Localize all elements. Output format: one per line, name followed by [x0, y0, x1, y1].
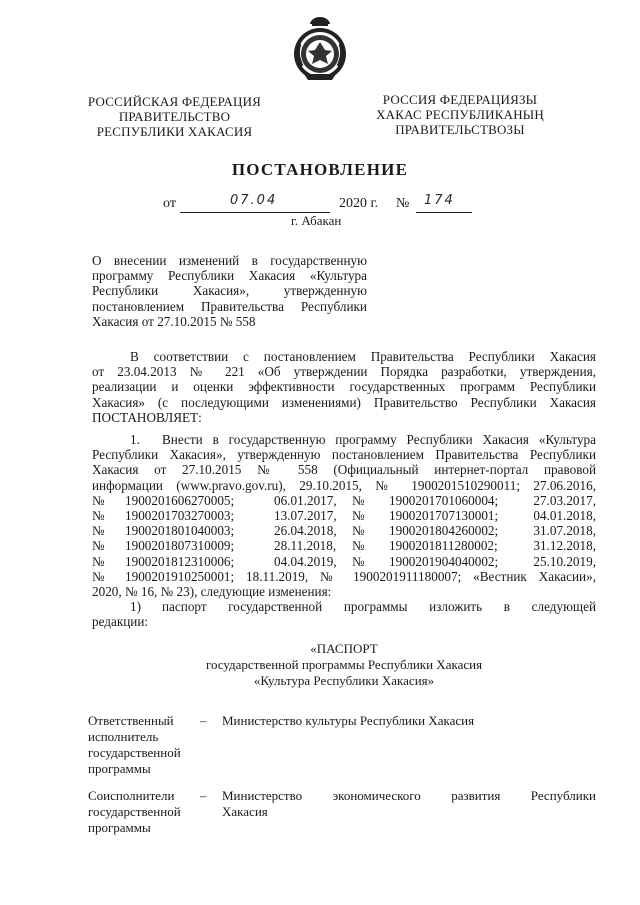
label-line: исполнитель [88, 729, 159, 744]
passport-row-label [88, 788, 208, 836]
item-tail-line: № 1900201910250001; 18.11.2019, № 1900201911180007; «Вестник Хакасии», [92, 568, 596, 584]
handwritten-date: 07.04 [230, 193, 278, 208]
reg-cell: 31.07.2018, [533, 523, 596, 539]
date-prefix: от [163, 196, 176, 211]
reg-cell: 06.01.2017, [274, 492, 337, 508]
header-left-line: РОССИЙСКАЯ ФЕДЕРАЦИЯ [87, 94, 262, 109]
preamble-line: реализации и оценки эффективности государственных программ Республики [92, 379, 596, 395]
subitem-line: паспорт государственной программы изложить в следующей [162, 599, 596, 615]
label-line: Ответственный [88, 713, 174, 728]
reg-cell: 1900201801040003; [125, 523, 235, 539]
value-line: Министерство культуры Республики Хакасия [222, 713, 475, 728]
header-right-line: ПРАВИТЕЛЬСТВОЗЫ [395, 122, 525, 137]
date-year: 2020 г. [339, 196, 379, 211]
reg-cell: № [352, 492, 365, 508]
item-tail-line: 2020, № 16, № 23), следующие изменения: [92, 584, 332, 599]
reg-cell: 27.03.2017, [533, 492, 596, 508]
label-line: государственной [88, 745, 181, 760]
coat-of-arms-icon [290, 14, 350, 84]
reg-cell: 31.12.2018, [533, 538, 596, 554]
subject-line: программу Республики Хакасия «Культура [92, 268, 367, 284]
reg-cell: 1900201811280002; [389, 538, 498, 554]
header-right-line: РОССИЯ ФЕДЕРАЦИЯЗЫ [382, 92, 538, 107]
subject-line: О внесении изменений в государственную [92, 253, 367, 268]
reg-cell: 1900201904040002; [389, 553, 499, 569]
passport-row-dash: – [200, 713, 207, 728]
header-left-block [72, 94, 277, 139]
passport-row-label [88, 713, 208, 777]
reg-cell: № [352, 538, 365, 554]
item-number: 1. [130, 432, 140, 447]
preamble-line: ПОСТАНОВЛЯЕТ: [92, 409, 202, 425]
reg-cell: 1900201807310009; [125, 538, 235, 554]
reg-cell: 26.04.2018, [274, 523, 337, 539]
reg-cell: № [92, 523, 105, 539]
reg-cell: 1900201707130001; [389, 508, 499, 523]
subject-line: Республики Хакасия», утвержденную [92, 283, 367, 299]
label-line: программы [88, 820, 151, 835]
reg-cell: № [92, 492, 105, 508]
reg-cell: № [92, 553, 105, 569]
reg-cell: 13.07.2017, [274, 508, 337, 523]
item-line: Республики Хакасия», утвержденную постановлением Правительства Республики [92, 447, 596, 463]
city-label: г. Абакан [291, 213, 342, 228]
passport-row-value [222, 788, 596, 820]
reg-cell: № [92, 538, 105, 554]
reg-cell: 1900201812310006; [125, 553, 235, 569]
preamble-line: от 23.04.2013 № 221 «Об утверждении Порядка разработки, утверждения, [92, 364, 596, 380]
handwritten-number: 174 [424, 193, 455, 208]
value-line: Хакасия [222, 804, 268, 819]
passport-row-dash: – [200, 788, 207, 803]
passport-subheading: «Культура Республики Хакасия» [253, 673, 435, 688]
value-line: Министерство экономического развития Республики [222, 788, 596, 803]
reg-cell: 1900201703270003; [125, 508, 235, 523]
item-line: Хакасия от 27.10.2015 № 558 (Официальный интернет-портал правовой [92, 462, 596, 478]
reg-cell: 1900201606270005; [125, 492, 235, 508]
reg-cell: 1900201804260002; [389, 523, 499, 539]
reg-cell: № [352, 553, 365, 569]
header-left-line: ПРАВИТЕЛЬСТВО [118, 109, 231, 124]
header-right-line: ХАКАС РЕСПУБЛИКАНЫҢ [376, 107, 544, 122]
preamble-line: Хакасия» (с последующими изменениями) Правительство Республики Хакасия [92, 394, 596, 410]
item-line: информации (www.pravo.gov.ru), 29.10.2015, № 1900201510290011; 27.06.2016, [92, 477, 596, 493]
number-sign: № [396, 196, 410, 211]
reg-cell: № [352, 523, 365, 539]
reg-cell: № [92, 508, 105, 523]
reg-cell: 1900201701060004; [389, 492, 499, 508]
label-line: государственной [88, 804, 181, 819]
subitem-number: 1) [130, 599, 141, 615]
preamble-line: В соответствии с постановлением Правительства Республики Хакасия [130, 349, 596, 364]
document-title: ПОСТАНОВЛЕНИЕ [231, 160, 409, 179]
number-underline [416, 212, 472, 213]
subitem-line: редакции: [92, 614, 149, 630]
subject-line: постановлением Правительства Республики [92, 298, 367, 314]
subject-line: Хакасия от 27.10.2015 № 558 [92, 313, 256, 329]
label-line: Соисполнители [88, 788, 175, 803]
item-line: Внести в государственную программу Республики Хакасия «Культура [162, 432, 596, 447]
reg-cell: 04.04.2019, [274, 553, 337, 569]
passport-heading: «ПАСПОРТ [310, 641, 378, 656]
reg-cell: 28.11.2018, [274, 538, 337, 554]
header-right-block [360, 92, 560, 137]
reg-cell: 04.01.2018, [533, 508, 596, 523]
header-left-line: РЕСПУБЛИКИ ХАКАСИЯ [96, 124, 253, 139]
reg-cell: № [352, 508, 365, 523]
passport-row-value [222, 713, 596, 729]
label-line: программы [88, 761, 151, 776]
passport-subheading: государственной программы Республики Хакасия [205, 657, 483, 672]
reg-cell: 25.10.2019, [533, 553, 596, 569]
